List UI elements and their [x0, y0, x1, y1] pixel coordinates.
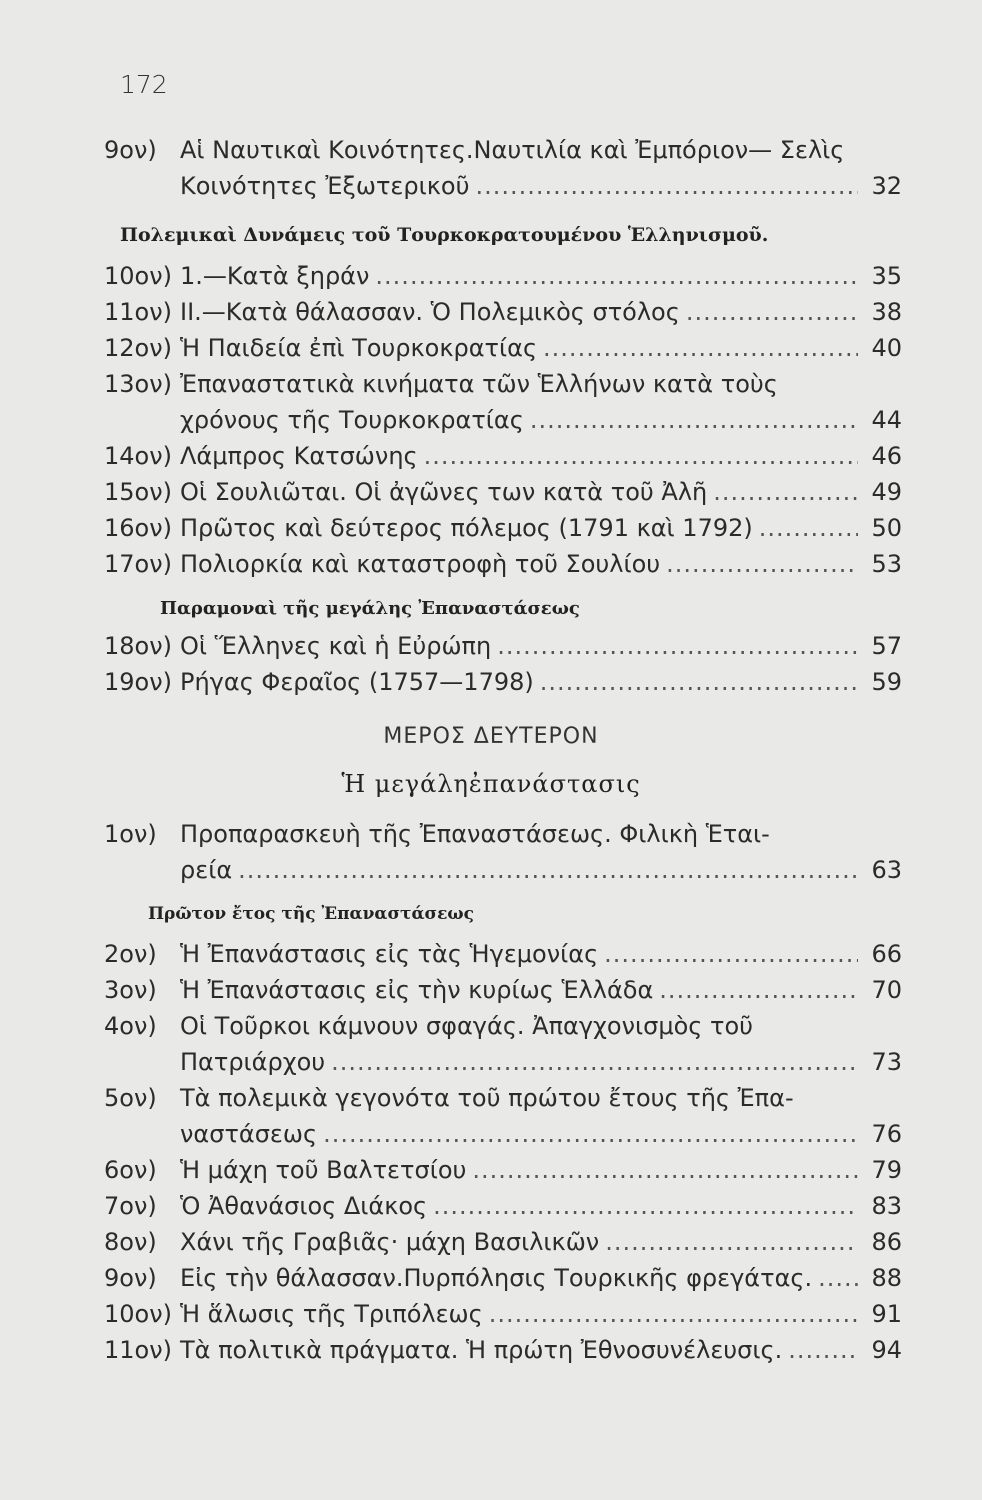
toc-entry — [104, 1156, 902, 1184]
toc-entry — [104, 262, 902, 290]
part-subtitle: Ἡ μεγάληἐπανάστασις — [341, 770, 641, 798]
entry-number: 15ον) — [104, 478, 172, 506]
entry-number: 17ον) — [104, 550, 172, 578]
toc-entry — [104, 334, 902, 362]
entry-number: 11ον) — [104, 298, 172, 326]
entry-page: 49 — [871, 478, 902, 506]
entry-title: Αἱ Ναυτικαὶ Κοινότητες.Ναυτιλία καὶ Ἐμπόριον— Σελὶς — [180, 136, 845, 164]
section-heading: Πρῶτον ἔτος τῆς Ἐπαναστάσεως — [148, 904, 474, 924]
entry-page: 63 — [871, 856, 902, 884]
entry-number: 13ον) — [104, 370, 172, 398]
entry-number: 10ον) — [104, 1300, 172, 1328]
entry-number: 9ον) — [104, 136, 157, 164]
leader-dots — [659, 976, 858, 1004]
toc-entry — [104, 940, 902, 968]
toc-entry — [104, 136, 902, 164]
section-heading: Παραμοναὶ τῆς μεγάλης Ἐπαναστάσεως — [160, 598, 580, 619]
entry-title: Πρῶτος καὶ δεύτερος πόλεμος (1791 καὶ 1792) — [180, 514, 753, 542]
entry-page: 73 — [871, 1048, 902, 1076]
entry-number: 2ον) — [104, 940, 157, 968]
entry-page: 83 — [871, 1192, 902, 1220]
entry-page: 70 — [871, 976, 902, 1004]
entry-page: 40 — [871, 334, 902, 362]
entry-title: Ἡ Παιδεία ἐπὶ Τουρκοκρατίας — [180, 334, 538, 362]
toc-entry — [104, 442, 902, 470]
toc-entry — [104, 1228, 902, 1256]
toc-entry-continuation — [104, 856, 902, 884]
leader-dots — [686, 298, 858, 326]
toc-entry-continuation — [104, 172, 902, 200]
leader-dots — [238, 856, 858, 884]
entry-page: 91 — [871, 1300, 902, 1328]
leader-dots — [604, 940, 858, 968]
toc-entry-continuation — [104, 1120, 902, 1148]
entry-page: 35 — [871, 262, 902, 290]
toc-entry — [104, 1336, 902, 1364]
entry-title: II.—Κατὰ θάλασσαν. Ὁ Πολεμικὸς στόλος — [180, 298, 680, 326]
entry-number: 1ον) — [104, 820, 157, 848]
toc-entry — [104, 632, 902, 660]
entry-title: 1.—Κατὰ ξηράν — [180, 262, 370, 290]
leader-dots — [424, 442, 858, 470]
toc-entry — [104, 668, 902, 696]
toc-entry — [104, 550, 902, 578]
leader-dots — [540, 668, 858, 696]
toc-entry — [104, 1300, 902, 1328]
entry-title: Οἱ Σουλιῶται. Οἱ ἀγῶνες των κατὰ τοῦ Ἀλῆ — [180, 478, 708, 506]
entry-page: 86 — [871, 1228, 902, 1256]
entry-page: 79 — [871, 1156, 902, 1184]
toc-entry — [104, 298, 902, 326]
entry-number: 11ον) — [104, 1336, 172, 1364]
entry-title: Τὰ πολιτικὰ πράγματα. Ἡ πρώτη Ἐθνοσυνέλευσις. — [180, 1336, 783, 1364]
leader-dots — [713, 478, 858, 506]
toc-entry — [104, 1264, 902, 1292]
toc-entry — [104, 1084, 902, 1112]
entry-number: 10ον) — [104, 262, 172, 290]
entry-number: 19ον) — [104, 668, 172, 696]
entry-page: 50 — [871, 514, 902, 542]
entry-title: ναστάσεως — [180, 1120, 318, 1148]
entry-title: Ἡ ἅλωσις τῆς Τριπόλεως — [180, 1300, 483, 1328]
leader-dots — [605, 1228, 858, 1256]
entry-page: 38 — [871, 298, 902, 326]
entry-title: Ρήγας Φεραῖος (1757—1798) — [180, 668, 534, 696]
leader-dots — [530, 406, 858, 434]
entry-title: Οἱ Ἕλληνες καὶ ἡ Εὐρώπη — [180, 632, 492, 660]
entry-title: Τὰ πολεμικὰ γεγονότα τοῦ πρώτου ἔτους τῆς Ἐπα- — [180, 1084, 794, 1112]
leader-dots — [331, 1048, 858, 1076]
entry-page: 57 — [871, 632, 902, 660]
entry-page: 46 — [871, 442, 902, 470]
leader-dots — [323, 1120, 858, 1148]
entry-title: Ἐπαναστατικὰ κινήματα τῶν Ἑλλήνων κατὰ τοὺς — [180, 370, 778, 398]
leader-dots — [433, 1192, 858, 1220]
part-title: ΜΕΡΟΣ ΔΕΥΤΕΡΟΝ — [383, 724, 599, 749]
entry-number: 7ον) — [104, 1192, 157, 1220]
toc-entry — [104, 976, 902, 1004]
leader-dots — [788, 1336, 858, 1364]
toc-entry — [104, 1192, 902, 1220]
entry-number: 8ον) — [104, 1228, 157, 1256]
entry-page: 32 — [871, 172, 902, 200]
entry-number: 5ον) — [104, 1084, 157, 1112]
entry-title: Εἰς τὴν θάλασσαν.Πυρπόλησις Τουρκικῆς φρεγάτας. — [180, 1264, 813, 1292]
entry-page: 76 — [871, 1120, 902, 1148]
toc-entry — [104, 478, 902, 506]
entry-page: 94 — [871, 1336, 902, 1364]
entry-page: 66 — [871, 940, 902, 968]
entry-title: Ὁ Ἀθανάσιος Διάκος — [180, 1192, 428, 1220]
entry-page: 53 — [871, 550, 902, 578]
entry-title: χρόνους τῆς Τουρκοκρατίας — [180, 406, 524, 434]
entry-title: Κοινότητες Ἐξωτερικοῦ — [180, 172, 470, 200]
leader-dots — [543, 334, 858, 362]
entry-title: Ἡ Ἐπανάστασις εἰς τὰς Ἡγεμονίας — [180, 940, 599, 968]
entry-page: 59 — [871, 668, 902, 696]
entry-title: Οἱ Τοῦρκοι κάμνουν σφαγάς. Ἀπαγχονισμὸς τοῦ — [180, 1012, 754, 1040]
entry-number: 14ον) — [104, 442, 172, 470]
leader-dots — [375, 262, 858, 290]
entry-title: Ἡ Ἐπανάστασις εἰς τὴν κυρίως Ἑλλάδα — [180, 976, 654, 1004]
toc-entry — [104, 370, 902, 398]
entry-title: Προπαρασκευὴ τῆς Ἐπαναστάσεως. Φιλικὴ Ἑται- — [180, 820, 770, 848]
entry-title: Χάνι τῆς Γραβιᾶς· μάχη Βασιλικῶν — [180, 1228, 600, 1256]
leader-dots — [759, 514, 858, 542]
entry-title: Λάμπρος Κατσώνης — [180, 442, 418, 470]
entry-title: Πατριάρχου — [180, 1048, 326, 1076]
entry-number: 16ον) — [104, 514, 172, 542]
entry-number: 18ον) — [104, 632, 172, 660]
leader-dots — [475, 172, 858, 200]
page-number: 172 — [120, 70, 168, 99]
leader-dots — [497, 632, 858, 660]
leader-dots — [666, 550, 858, 578]
section-heading: Πολεμικαὶ Δυνάμεις τοῦ Τουρκοκρατουμένου Ἑλληνισμοῦ. — [120, 224, 769, 246]
toc-entry — [104, 1012, 902, 1040]
leader-dots — [472, 1156, 858, 1184]
entry-title: Πολιορκία καὶ καταστροφὴ τοῦ Σουλίου — [180, 550, 661, 578]
entry-title: Ἡ μάχη τοῦ Βαλτετσίου — [180, 1156, 467, 1184]
entry-title: ρεία — [180, 856, 233, 884]
entry-number: 4ον) — [104, 1012, 157, 1040]
toc-entry — [104, 820, 902, 848]
toc-entry-continuation — [104, 1048, 902, 1076]
toc-entry-continuation — [104, 406, 902, 434]
entry-number: 3ον) — [104, 976, 157, 1004]
leader-dots — [489, 1300, 858, 1328]
toc-entry — [104, 514, 902, 542]
entry-page: 88 — [871, 1264, 902, 1292]
entry-number: 9ον) — [104, 1264, 157, 1292]
entry-page: 44 — [871, 406, 902, 434]
leader-dots — [818, 1264, 858, 1292]
entry-number: 12ον) — [104, 334, 172, 362]
entry-number: 6ον) — [104, 1156, 157, 1184]
